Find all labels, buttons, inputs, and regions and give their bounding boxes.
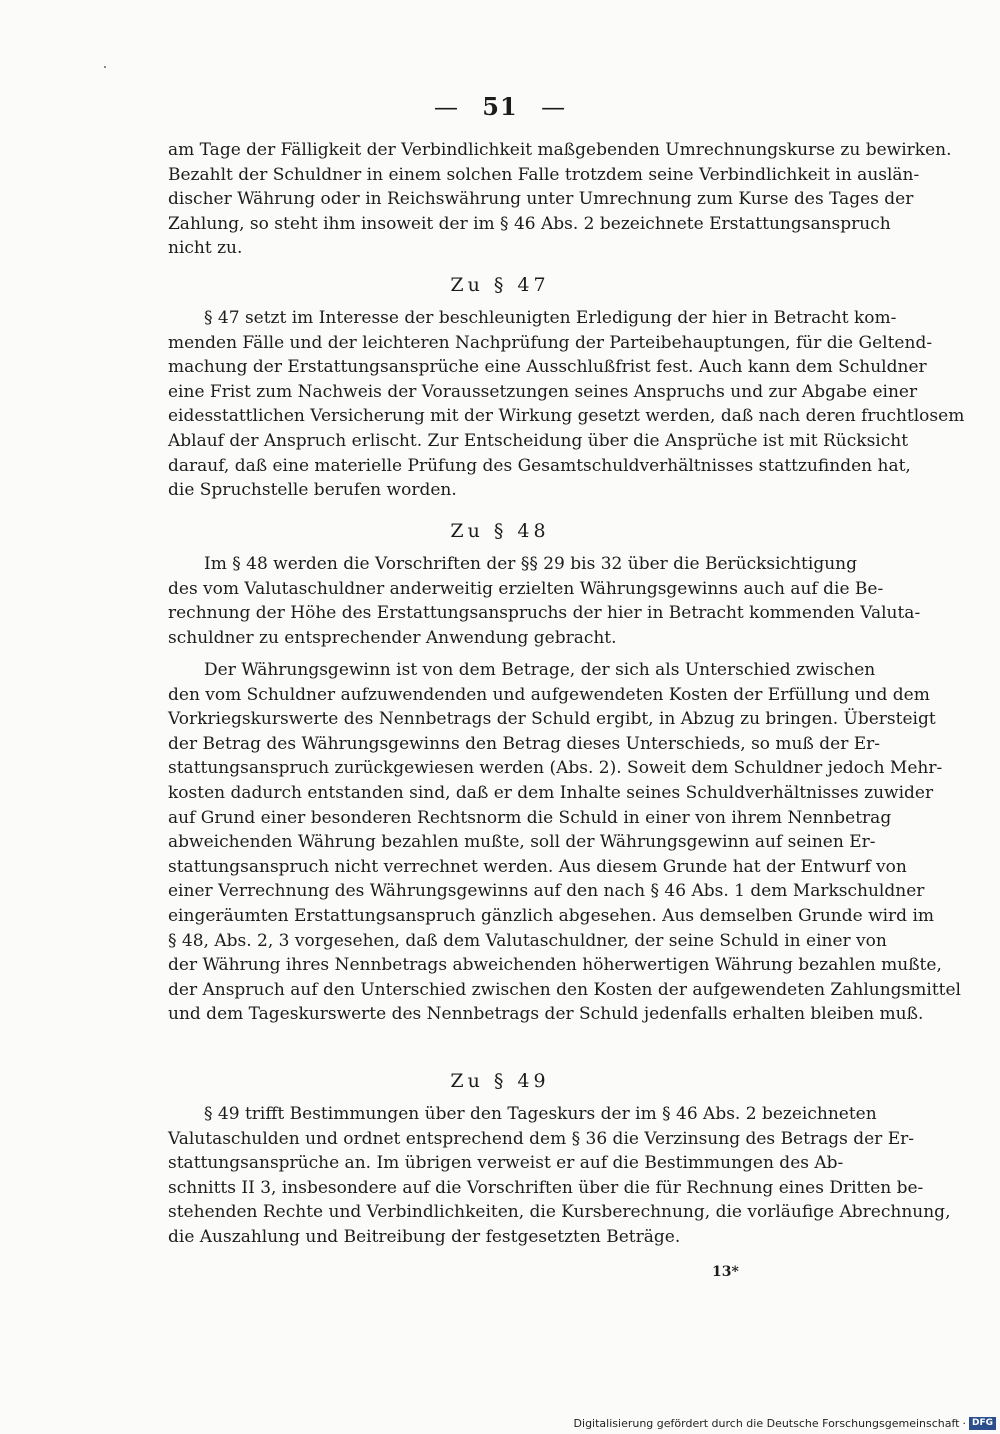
text-line: Vorkriegskurswerte des Nennbetrags der Schuld ergibt, in Abzug zu bringen. Übersteigt: [168, 709, 936, 730]
footer-separator: ·: [962, 1417, 966, 1430]
text-line: Ablauf der Anspruch erlischt. Zur Entscheidung über die Ansprüche ist mit Rücksicht: [168, 431, 909, 451]
signature-mark: 13*: [712, 1264, 739, 1280]
text-line: menden Fälle und der leichteren Nachprüfung der Parteibehauptungen, für die Geltend-: [168, 332, 933, 353]
text-line: der Betrag des Währungsgewinns den Betrag dieses Unterschieds, so muß der Er-: [168, 733, 881, 754]
text-line: Valutaschulden und ordnet entsprechend dem § 36 die Verzinsung des Betrags der Er-: [168, 1128, 914, 1149]
section-heading: Zu § 47: [450, 274, 550, 296]
section-heading: Zu § 49: [450, 1070, 550, 1092]
text-line: stehenden Rechte und Verbindlichkeiten, die Kursberechnung, die vorläufige Abrechnung,: [168, 1202, 951, 1223]
section-heading: Zu § 48: [450, 520, 550, 542]
text-line: der Währung ihres Nennbetrags abweichenden höherwertigen Währung bezahlen mußte,: [168, 955, 942, 976]
text-line: die Auszahlung und Beitreibung der festgesetzten Beträge.: [168, 1227, 681, 1247]
footer-text: Digitalisierung gefördert durch die Deutsche Forschungsgemeinschaft: [573, 1417, 960, 1430]
text-line: Bezahlt der Schuldner in einem solchen Falle trotzdem seine Verbindlichkeit in auslän-: [168, 164, 920, 185]
text-line: § 49 trifft Bestimmungen über den Tageskurs der im § 46 Abs. 2 bezeichneten: [204, 1104, 877, 1124]
text-line: nicht zu.: [168, 238, 243, 259]
text-line: kosten dadurch entstanden sind, daß er dem Inhalte seines Schuldverhältnisses zuwider: [168, 783, 934, 803]
text-line: einer Verrechnung des Währungsgewinns auf den nach § 46 Abs. 1 dem Markschuldner: [168, 881, 925, 902]
scan-speck: [104, 66, 106, 68]
text-line: eingeräumten Erstattungsanspruch gänzlich abgesehen. Aus demselben Grunde wird im: [168, 906, 935, 926]
text-line: discher Währung oder in Reichswährung unter Umrechnung zum Kurse des Tages der: [168, 189, 914, 210]
text-line: schnitts II 3, insbesondere auf die Vorschriften über die für Rechnung eines Dritten be-: [168, 1177, 924, 1198]
text-line: die Spruchstelle berufen worden.: [168, 480, 457, 501]
text-line: schuldner zu entsprechender Anwendung gebracht.: [168, 627, 617, 648]
text-line: rechnung der Höhe des Erstattungsanspruchs der hier in Betracht kommenden Valuta-: [168, 603, 921, 624]
text-line: des vom Valutaschuldner anderweitig erzielten Währungsgewinns auch auf die Be-: [168, 578, 884, 599]
text-line: der Anspruch auf den Unterschied zwischen den Kosten der aufgewendeten Zahlungsmittel: [168, 979, 961, 1000]
text-line: abweichenden Währung bezahlen mußte, soll der Währungsgewinn auf seinen Er-: [168, 832, 876, 853]
text-line: stattungsansprüche an. Im übrigen verweist er auf die Bestimmungen des Ab-: [168, 1153, 844, 1174]
text-line: stattungsanspruch nicht verrechnet werden. Aus diesem Grunde hat der Entwurf von: [168, 856, 907, 877]
text-line: § 48, Abs. 2, 3 vorgesehen, daß dem Valutaschuldner, der seine Schuld in einer von: [168, 930, 887, 951]
text-line: am Tage der Fälligkeit der Verbindlichkeit maßgebenden Umrechnungskurse zu bewirken.: [168, 140, 952, 160]
text-line: und dem Tageskurswerte des Nennbetrags der Schuld jedenfalls erhalten bleiben muß.: [168, 1004, 924, 1025]
text-line: § 47 setzt im Interesse der beschleunigten Erledigung der hier in Betracht kom-: [204, 308, 897, 328]
text-line: den vom Schuldner aufzuwendenden und aufgewendeten Kosten der Erfüllung und dem: [168, 684, 930, 705]
page-number: 51: [482, 92, 518, 121]
page-header: [0, 92, 1000, 121]
digitization-footer: [574, 1417, 996, 1430]
header-dash-right: —: [541, 93, 567, 121]
dfg-logo-icon: DFG: [969, 1417, 996, 1430]
text-line: stattungsanspruch zurückgewiesen werden (Abs. 2). Soweit dem Schuldner jedoch Mehr-: [168, 758, 943, 779]
text-line: eine Frist zum Nachweis der Voraussetzungen seines Anspruchs und zur Abgabe einer: [168, 381, 918, 402]
text-line: darauf, daß eine materielle Prüfung des Gesamtschuldverhältnisses stattzufinden hat,: [168, 455, 911, 476]
header-dash-left: —: [433, 93, 459, 121]
text-line: machung der Erstattungsansprüche eine Ausschlußfrist fest. Auch kann dem Schuldner: [168, 357, 927, 378]
text-line: Im § 48 werden die Vorschriften der §§ 29 bis 32 über die Berücksichtigung: [204, 554, 857, 574]
text-line: Der Währungsgewinn ist von dem Betrage, der sich als Unterschied zwischen: [204, 660, 876, 680]
text-line: eidesstattlichen Versicherung mit der Wirkung gesetzt werden, daß nach deren fruchtlosem: [168, 406, 965, 427]
text-line: auf Grund einer besonderen Rechtsnorm die Schuld in einer von ihrem Nennbetrag: [168, 807, 892, 828]
text-line: Zahlung, so steht ihm insoweit der im § 46 Abs. 2 bezeichnete Erstattungsanspruch: [168, 213, 891, 234]
